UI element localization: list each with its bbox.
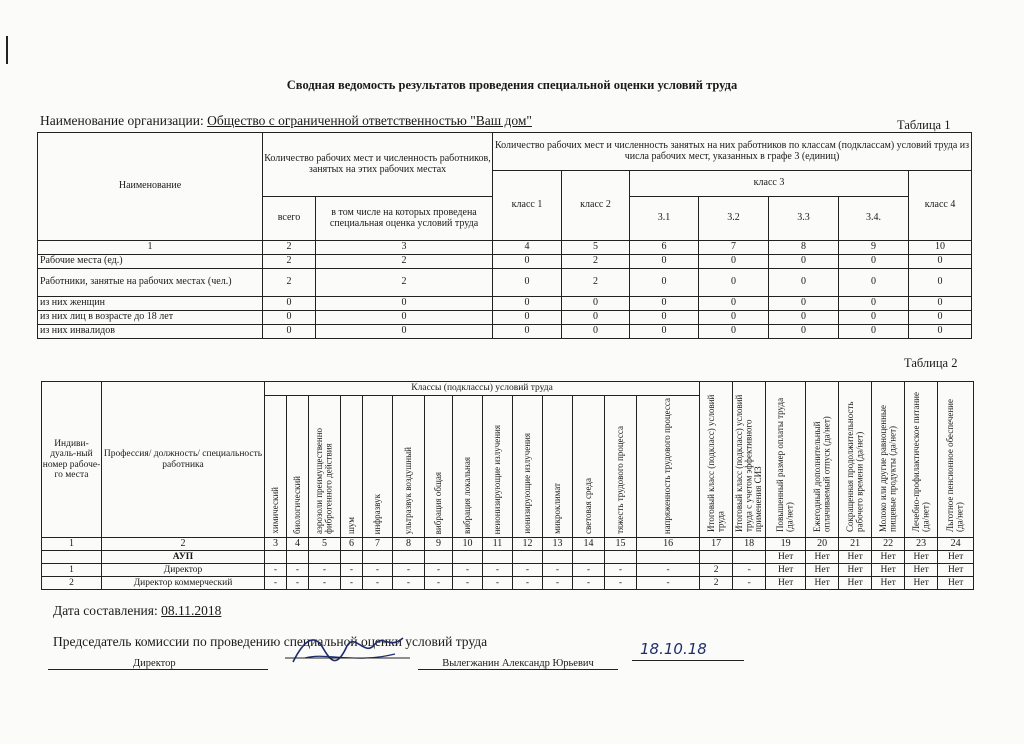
t2-factor-cell: - (309, 564, 341, 577)
t2-factor-cell: - (513, 577, 543, 590)
chair-full-name: Вылегжанин Александр Юрьевич (418, 658, 618, 670)
t2-extra-cell: - (733, 577, 766, 590)
t2-group-empty-cell (265, 551, 287, 564)
t2-column-number: 6 (341, 538, 363, 551)
t2-extra-cell: Нет (872, 577, 905, 590)
t2-group-empty-cell (425, 551, 453, 564)
t2-group-empty-cell (287, 551, 309, 564)
t1-cell: 0 (630, 325, 699, 339)
t2-group-empty-cell (483, 551, 513, 564)
t2-factor-cell: - (605, 564, 637, 577)
t2-header-factor (543, 396, 573, 538)
t1-column-number: 4 (493, 241, 562, 255)
t2-factor-cell: - (453, 577, 483, 590)
summary-table-2 (41, 381, 974, 590)
t2-extra-cell: 2 (700, 564, 733, 577)
organization-label: Наименование организации: (40, 113, 208, 128)
t1-cell: 0 (493, 269, 562, 297)
handwritten-signature (285, 628, 410, 672)
t2-group-cell: Нет (766, 551, 806, 564)
t1-cell: 0 (769, 311, 839, 325)
t2-header-factor-label: ионизирующие излучения (521, 433, 532, 534)
t2-group-cell: Нет (839, 551, 872, 564)
t2-header-factor-label: вибрация общая (432, 471, 443, 534)
t2-header-factor-label: тяжесть трудового процесса (614, 426, 625, 534)
organization-name: Общество с ограниченной ответственностью "Ваш дом" (207, 113, 532, 128)
t2-group-empty-cell (733, 551, 766, 564)
t2-factor-cell: - (483, 577, 513, 590)
t2-column-number: 4 (287, 538, 309, 551)
t2-column-number: 14 (573, 538, 605, 551)
t1-header-c34: 3.4. (839, 197, 909, 241)
t1-cell: 0 (699, 255, 769, 269)
t1-cell: 0 (839, 311, 909, 325)
t2-header-extra (938, 382, 974, 538)
t2-header-factor-label: световая среда (582, 478, 593, 534)
t1-cell: 2 (562, 255, 630, 269)
t2-header-factor-label: ультразвук воздушный (402, 446, 413, 534)
t2-extra-cell: 2 (700, 577, 733, 590)
t2-group-cell: Нет (806, 551, 839, 564)
t2-factor-cell: - (287, 577, 309, 590)
t2-extra-cell: Нет (839, 564, 872, 577)
t2-header-factor (265, 396, 287, 538)
t2-header-factor (573, 396, 605, 538)
t2-factor-cell: - (363, 577, 393, 590)
t2-header-number: Индиви-дуаль-ный номер рабоче-го места (42, 382, 102, 538)
t2-row (42, 577, 974, 590)
t2-header-profession: Профессия/ должность/ специальность работника (102, 382, 265, 538)
t2-header-factor (483, 396, 513, 538)
t1-row-name: из них инвалидов (38, 325, 263, 339)
t1-row-name: из них лиц в возрасте до 18 лет (38, 311, 263, 325)
t2-column-number: 16 (637, 538, 700, 551)
t1-column-number: 5 (562, 241, 630, 255)
t1-header-assessed: в том числе на которых проведена специальная оценка условий труда (316, 197, 493, 241)
t2-column-number: 3 (265, 538, 287, 551)
t2-extra-cell: Нет (839, 577, 872, 590)
table2-label: Таблица 2 (904, 356, 958, 370)
t2-group-empty-cell (543, 551, 573, 564)
t2-group-empty-cell (513, 551, 543, 564)
t2-header-extra-label: Льготное пенсионное обеспечение (да/нет) (945, 399, 965, 532)
t1-cell: 0 (493, 255, 562, 269)
t2-extra-cell: - (733, 564, 766, 577)
t1-cell: 0 (909, 325, 972, 339)
document-title: Сводная ведомость результатов проведения специальной оценки условий труда (286, 78, 738, 92)
signature-date-line (632, 660, 744, 661)
t1-cell: 0 (699, 269, 769, 297)
t1-cell: 0 (630, 269, 699, 297)
t2-group-empty-cell (573, 551, 605, 564)
t2-group-cell: Нет (872, 551, 905, 564)
t2-factor-cell: - (543, 564, 573, 577)
t2-factor-cell: - (425, 564, 453, 577)
t1-column-number: 1 (38, 241, 263, 255)
t1-header-name: Наименование (38, 133, 263, 241)
t2-factor-cell: - (309, 577, 341, 590)
t1-cell: 0 (909, 297, 972, 311)
t2-extra-cell: Нет (806, 564, 839, 577)
compilation-date-label: Дата составления: (53, 603, 162, 618)
t1-row (38, 325, 972, 339)
t1-cell: 0 (699, 311, 769, 325)
t1-row (38, 311, 972, 325)
t2-header-extra-label: Лечебно-профилактическое питание (да/нет) (910, 392, 931, 532)
t1-cell: 2 (263, 255, 316, 269)
t1-cell: 2 (316, 269, 493, 297)
t2-header-extra-label: Итоговый класс (подкласс) условий труда (705, 394, 726, 532)
t1-cell: 0 (839, 269, 909, 297)
t2-header-factor (425, 396, 453, 538)
t2-column-number: 10 (453, 538, 483, 551)
t1-cell: 0 (630, 311, 699, 325)
t2-column-number: 7 (363, 538, 393, 551)
t1-header-class1: класс 1 (493, 171, 562, 241)
t2-factor-cell: - (483, 564, 513, 577)
t1-column-number: 6 (630, 241, 699, 255)
t2-header-factor (287, 396, 309, 538)
t1-cell: 0 (839, 325, 909, 339)
t1-cell: 0 (909, 255, 972, 269)
t1-cell: 0 (263, 311, 316, 325)
t1-row-name: Работники, занятые на рабочих местах (чел.) (38, 269, 263, 297)
t2-column-number: 20 (806, 538, 839, 551)
t1-cell: 0 (263, 325, 316, 339)
t2-header-factor (605, 396, 637, 538)
t2-extra-cell: Нет (905, 577, 938, 590)
t2-factor-cell: - (637, 564, 700, 577)
t2-factor-cell: - (363, 564, 393, 577)
t1-header-total-group: Количество рабочих мест и численность работников, занятых на этих рабочих местах (263, 133, 493, 197)
t2-factor-cell: - (425, 577, 453, 590)
t2-header-extra-label: Итоговый класс (подкласс) условий труда с учетом эффективного применения СИЗ (734, 394, 763, 532)
t2-group-empty-cell (363, 551, 393, 564)
t2-extra-cell: Нет (938, 564, 974, 577)
t1-cell: 0 (316, 311, 493, 325)
t2-factor-cell: - (573, 577, 605, 590)
t2-header-factor (637, 396, 700, 538)
t2-row-number: 1 (42, 564, 102, 577)
t2-factor-cell: - (287, 564, 309, 577)
t2-column-number: 24 (938, 538, 974, 551)
t1-cell: 0 (769, 255, 839, 269)
t2-group-empty-cell (341, 551, 363, 564)
t2-column-number: 23 (905, 538, 938, 551)
t1-cell: 0 (263, 297, 316, 311)
compilation-date-line (53, 603, 221, 619)
organization-line (40, 113, 532, 129)
t1-cell: 0 (562, 297, 630, 311)
t2-factor-cell: - (265, 577, 287, 590)
t1-cell: 0 (562, 311, 630, 325)
t1-cell: 2 (316, 255, 493, 269)
t1-header-c32: 3.2 (699, 197, 769, 241)
t1-cell: 0 (630, 297, 699, 311)
t2-header-factor-label: биологический (291, 475, 302, 534)
t2-group-empty-cell (393, 551, 425, 564)
t2-extra-cell: Нет (872, 564, 905, 577)
t1-cell: 0 (839, 255, 909, 269)
t1-row (38, 269, 972, 297)
t2-extra-cell: Нет (766, 564, 806, 577)
t1-header-c31: 3.1 (630, 197, 699, 241)
t2-header-factor-label: шум (345, 516, 356, 534)
t1-cell: 0 (769, 325, 839, 339)
t2-group-empty-cell (700, 551, 733, 564)
t1-column-number: 10 (909, 241, 972, 255)
t1-cell: 0 (562, 325, 630, 339)
t2-header-extra-label: Ежегодный дополнительный оплачиваемый отпуск (да/нет) (811, 416, 832, 532)
t2-extra-cell: Нет (766, 577, 806, 590)
t2-header-factor (363, 396, 393, 538)
chair-position: Директор (48, 658, 268, 670)
t2-header-factor-label: неионизирующие излучения (491, 424, 502, 534)
t2-header-factor (513, 396, 543, 538)
t2-group-empty-cell (637, 551, 700, 564)
t2-header-extra (905, 382, 938, 538)
t1-header-class3: класс 3 (630, 171, 909, 197)
t2-column-number: 9 (425, 538, 453, 551)
t2-column-number: 1 (42, 538, 102, 551)
t2-column-number: 5 (309, 538, 341, 551)
t1-cell: 0 (909, 311, 972, 325)
commission-chair-label: Председатель комиссии по проведению специальной оценки условий труда (53, 634, 488, 649)
t2-factor-cell: - (605, 577, 637, 590)
t1-column-number: 9 (839, 241, 909, 255)
t2-header-classes-group: Классы (подклассы) условий труда (265, 382, 700, 396)
t1-cell: 0 (769, 269, 839, 297)
t2-column-number: 18 (733, 538, 766, 551)
t2-row (42, 564, 974, 577)
t2-group-cell: Нет (905, 551, 938, 564)
t2-header-extra-label: Сокращенная продолжительность рабочего времени (да/нет) (844, 401, 865, 532)
t1-column-number: 2 (263, 241, 316, 255)
t2-row-name: Директор (102, 564, 265, 577)
t2-factor-cell: - (341, 577, 363, 590)
t2-header-extra (839, 382, 872, 538)
t1-cell: 0 (316, 325, 493, 339)
t2-header-factor (453, 396, 483, 538)
t2-factor-cell: - (393, 564, 425, 577)
t2-column-number: 19 (766, 538, 806, 551)
t1-cell: 0 (769, 297, 839, 311)
t2-header-extra (700, 382, 733, 538)
t2-column-number: 17 (700, 538, 733, 551)
t2-header-factor-label: химический (269, 487, 280, 534)
t1-cell: 0 (699, 325, 769, 339)
t1-header-c33: 3.3 (769, 197, 839, 241)
t2-header-extra-label: Молоко или другие равноценные пищевые продукты (да/нет) (877, 405, 898, 532)
t2-header-factor (309, 396, 341, 538)
t1-header-class4: класс 4 (909, 171, 972, 241)
t2-header-factor-label: вибрация локальная (461, 456, 472, 534)
t2-header-factor (341, 396, 363, 538)
summary-table-1 (37, 132, 972, 339)
t1-header-class2: класс 2 (562, 171, 630, 241)
t1-row (38, 297, 972, 311)
t2-header-extra (733, 382, 766, 538)
t2-factor-cell: - (341, 564, 363, 577)
t1-cell: 2 (562, 269, 630, 297)
t2-column-number: 22 (872, 538, 905, 551)
t2-header-factor-label: микроклимат (551, 483, 562, 534)
t2-header-factor (393, 396, 425, 538)
t2-factor-cell: - (573, 564, 605, 577)
t1-cell: 0 (493, 297, 562, 311)
compilation-date-value: 08.11.2018 (161, 603, 222, 618)
t2-column-number: 2 (102, 538, 265, 551)
t2-factor-cell: - (453, 564, 483, 577)
t2-header-extra (806, 382, 839, 538)
t2-group-empty-cell (309, 551, 341, 564)
t1-cell: 0 (909, 269, 972, 297)
t2-factor-cell: - (637, 577, 700, 590)
t2-factor-cell: - (543, 577, 573, 590)
t1-cell: 0 (630, 255, 699, 269)
t2-column-number: 8 (393, 538, 425, 551)
t2-column-number: 11 (483, 538, 513, 551)
t2-extra-cell: Нет (938, 577, 974, 590)
t2-group-label: АУП (102, 551, 265, 564)
t2-row-name: Директор коммерческий (102, 577, 265, 590)
t1-row-name: Рабочие места (ед.) (38, 255, 263, 269)
t2-group-empty-cell (605, 551, 637, 564)
t1-cell: 0 (493, 311, 562, 325)
t1-column-number: 7 (699, 241, 769, 255)
t1-header-total: всего (263, 197, 316, 241)
t2-factor-cell: - (265, 564, 287, 577)
t2-extra-cell: Нет (905, 564, 938, 577)
margin-mark (6, 36, 8, 64)
signature-date: 18.10.18 (640, 640, 707, 658)
t1-column-number: 8 (769, 241, 839, 255)
t2-row-number: 2 (42, 577, 102, 590)
t2-group-empty (42, 551, 102, 564)
t2-column-number: 21 (839, 538, 872, 551)
t2-column-number: 15 (605, 538, 637, 551)
t2-column-numbers-row (42, 538, 974, 551)
t1-cell: 0 (699, 297, 769, 311)
t2-header-factor-label: инфразвук (371, 493, 382, 534)
t2-header-extra (766, 382, 806, 538)
t1-row (38, 255, 972, 269)
t2-header-extra (872, 382, 905, 538)
t2-header-extra-label: Повышенный размер оплаты труда (да/нет) (775, 397, 795, 532)
t1-row-name: из них женщин (38, 297, 263, 311)
t1-cell: 0 (493, 325, 562, 339)
t1-cell: 0 (839, 297, 909, 311)
t2-extra-cell: Нет (806, 577, 839, 590)
t2-group-row (42, 551, 974, 564)
t1-column-number: 3 (316, 241, 493, 255)
table1-label: Таблица 1 (897, 118, 951, 132)
t2-header-factor-label: напряженность трудового процесса (662, 397, 673, 534)
t1-header-classes-group: Количество рабочих мест и численность занятых на них работников по классам (подклассам) условий труда из числа рабочих мест, указанных в графе 3 (единиц) (493, 133, 972, 171)
t2-group-empty-cell (453, 551, 483, 564)
t1-cell: 2 (263, 269, 316, 297)
t2-factor-cell: - (513, 564, 543, 577)
t1-cell: 0 (316, 297, 493, 311)
t2-column-number: 12 (513, 538, 543, 551)
t1-column-numbers-row (38, 241, 972, 255)
t2-header-factor-label: аэрозоли преимущественно фиброгенного действия (314, 427, 334, 534)
t2-column-number: 13 (543, 538, 573, 551)
t2-group-cell: Нет (938, 551, 974, 564)
t2-factor-cell: - (393, 577, 425, 590)
